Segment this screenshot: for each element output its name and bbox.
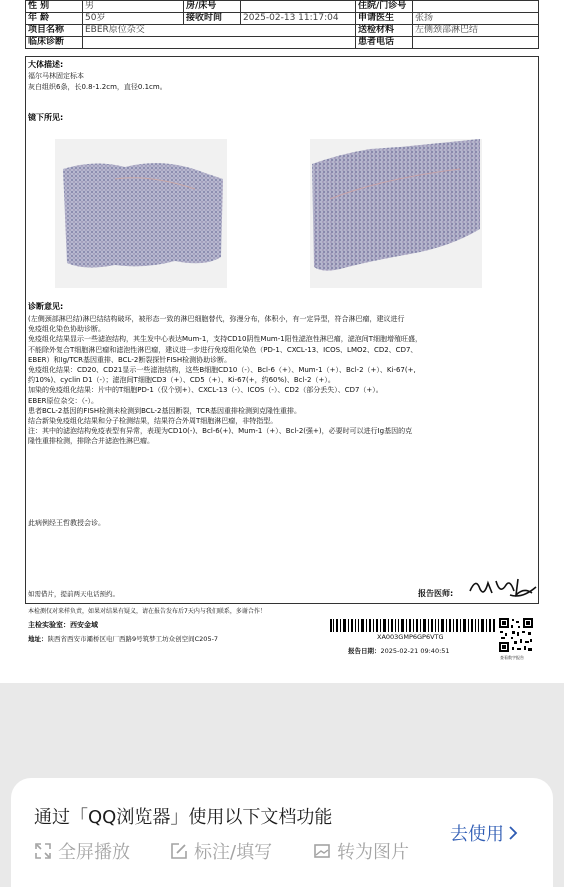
report-date-value: 2025-02-21 09:40:51: [380, 647, 450, 655]
image-icon: [313, 842, 331, 860]
lab-name: 西安金域: [70, 621, 98, 629]
label-material: 送检材料: [356, 25, 413, 37]
qr-caption: 查看数字报告: [500, 655, 524, 660]
gross-heading: 大体描述:: [28, 60, 64, 69]
table-row: [26, 13, 539, 25]
diagnosis-line: EBER）和Ig/TCR基因重排、BCL-2断裂探针FISH检测协助诊断。: [28, 355, 232, 364]
diagnosis-line: 免疫组化结果显示一些滤泡结构，其生发中心表达Mum-1，支持CD10阴性Mum-1阳性滤泡性淋巴瘤，滤泡间T细胞增殖旺盛，: [28, 335, 423, 344]
prompt-title: 通过「QQ浏览器」使用以下文档功能: [34, 807, 333, 828]
table-row: [26, 1, 539, 13]
value-doctor: 张扬: [413, 13, 539, 25]
consult-note: 此病例经王哲教授会诊。: [28, 519, 105, 527]
barcode-text: XA003GMP6GP6VTG: [377, 633, 444, 641]
diagnosis-line: 结合新染免疫组化结果和分子检测结果，结果符合外周T细胞淋巴瘤，非特指型。: [28, 417, 278, 426]
table-row: [26, 37, 539, 49]
value-age: 50岁: [83, 13, 184, 25]
label-received-time: 接收时间: [184, 13, 241, 25]
qr-code-icon[interactable]: [498, 617, 534, 653]
label-project: 项目名称: [26, 25, 83, 37]
label-gender: 性 别: [26, 1, 83, 13]
doctor-label: 报告医师:: [418, 589, 454, 598]
chevron-right-icon: [508, 825, 518, 841]
doctor-signature: [466, 573, 538, 599]
go-use-button[interactable]: [450, 820, 518, 846]
value-room: [241, 1, 356, 13]
diagnosis-heading: 诊断意见:: [28, 302, 64, 311]
borrow-note: 如需借片，提前两天电话预约。: [28, 590, 119, 598]
value-received-time: 2025-02-13 11:17:04: [241, 13, 356, 25]
diagnosis-line: 患者BCL-2基因的FISH检测未检测到BCL-2基因断裂，TCR基因重排检测到克隆性重排。: [28, 406, 302, 415]
diagnosis-line: 约10%)、cyclin D1（-）；滤泡间T细胞CD3（+）、CD5（+）、Ki-67(+，约60%)、Bcl-2（+）。: [28, 376, 335, 385]
annotate-option: [170, 838, 272, 864]
diagnosis-line: 加染的免疫组化结果：片中的T细胞PD-1（仅个别+）、CXCL-13（-）、ICOS（-）、CD2（部分丢失）、CD7（+）。: [28, 386, 383, 395]
diagnosis-line: 免疫组化染色协助诊断。: [28, 325, 105, 334]
annotate-label: 标注/填写: [194, 842, 273, 863]
value-project: EBER原位杂交: [83, 25, 356, 37]
address-line: [28, 634, 218, 643]
diagnosis-line: EBER原位杂交：（-）。: [28, 396, 99, 405]
barcode: [330, 619, 496, 632]
diagnosis-line: 免疫组化结果：CD20、CD21显示一些滤泡结构，这些B细胞CD10（-）、Bcl-6（+）、Mum-1（+）、Bcl-2（+）、Ki-67(+,: [28, 366, 416, 375]
edit-icon: [170, 842, 188, 860]
diagnosis-text: [28, 314, 534, 447]
table-row: [26, 25, 539, 37]
label-age: 年 龄: [26, 13, 83, 25]
value-admission: [413, 1, 539, 13]
diagnosis-line: 隆性重排检测，排除合并滤泡性淋巴瘤。: [28, 437, 154, 446]
micro-heading: 镜下所见:: [28, 113, 64, 122]
lab-label: 主检实验室：: [28, 621, 70, 629]
report-date-line: [348, 646, 450, 655]
value-gender: 男: [83, 1, 184, 13]
gross-line: 灰白组织6条，长0.8-1.2cm，直径0.1cm。: [28, 83, 167, 91]
value-material: 左侧颈部淋巴结: [413, 25, 539, 37]
label-patient-phone: 患者电话: [356, 37, 413, 49]
diagnosis-line: (左侧颈部淋巴结)淋巴结结构破坏，被形态一致的淋巴细胞替代，弥漫分布，体积小，有一定异型，符合淋巴瘤，建议进行: [28, 315, 405, 323]
value-patient-phone: [413, 37, 539, 49]
go-use-label: 去使用: [450, 824, 504, 845]
diagnosis-line: 注：其中的滤泡结构免疫表型有异常，表现为CD10(-)、Bcl-6(+)、Mum-1（+）、Bcl-2(强+)，必要时可以进行Ig基因的克: [28, 427, 413, 436]
label-doctor: 申请医生: [356, 13, 413, 25]
diagnosis-line: 不能除外复合T细胞淋巴瘤和滤泡性淋巴瘤，建议进一步进行免疫组化染色（PD-1、CXCL-13、ICOS、LMO2、CD2、CD7、: [28, 345, 418, 354]
microscopy-image-right: [310, 139, 482, 288]
convert-image-label: 转为图片: [337, 842, 409, 863]
address-label: 地址：: [28, 635, 48, 643]
value-clinical-diagnosis: [83, 37, 356, 49]
fullscreen-option: [34, 838, 130, 864]
gross-line: 福尔马林固定标本: [28, 72, 84, 80]
address-value: 陕西省西安市灞桥区电厂西路9号筑梦工坊众创空间C205-7: [47, 635, 219, 643]
microscopy-image-left: [55, 139, 227, 288]
patient-info-table: [25, 0, 539, 49]
disclaimer: 本检测仅对来样负责，如果对结果有疑义，请在报告发布后7天内与我们联系，多谢合作！: [28, 608, 266, 615]
lab-line: [28, 620, 98, 630]
label-clinical-diagnosis: 临床诊断: [26, 37, 83, 49]
convert-image-option: [313, 838, 409, 864]
fullscreen-label: 全屏播放: [58, 842, 130, 863]
label-admission: 住院/门诊号: [356, 1, 413, 13]
label-room: 房/床号: [184, 1, 241, 13]
report-date-label: 报告日期：: [348, 647, 381, 655]
expand-icon: [34, 842, 52, 860]
